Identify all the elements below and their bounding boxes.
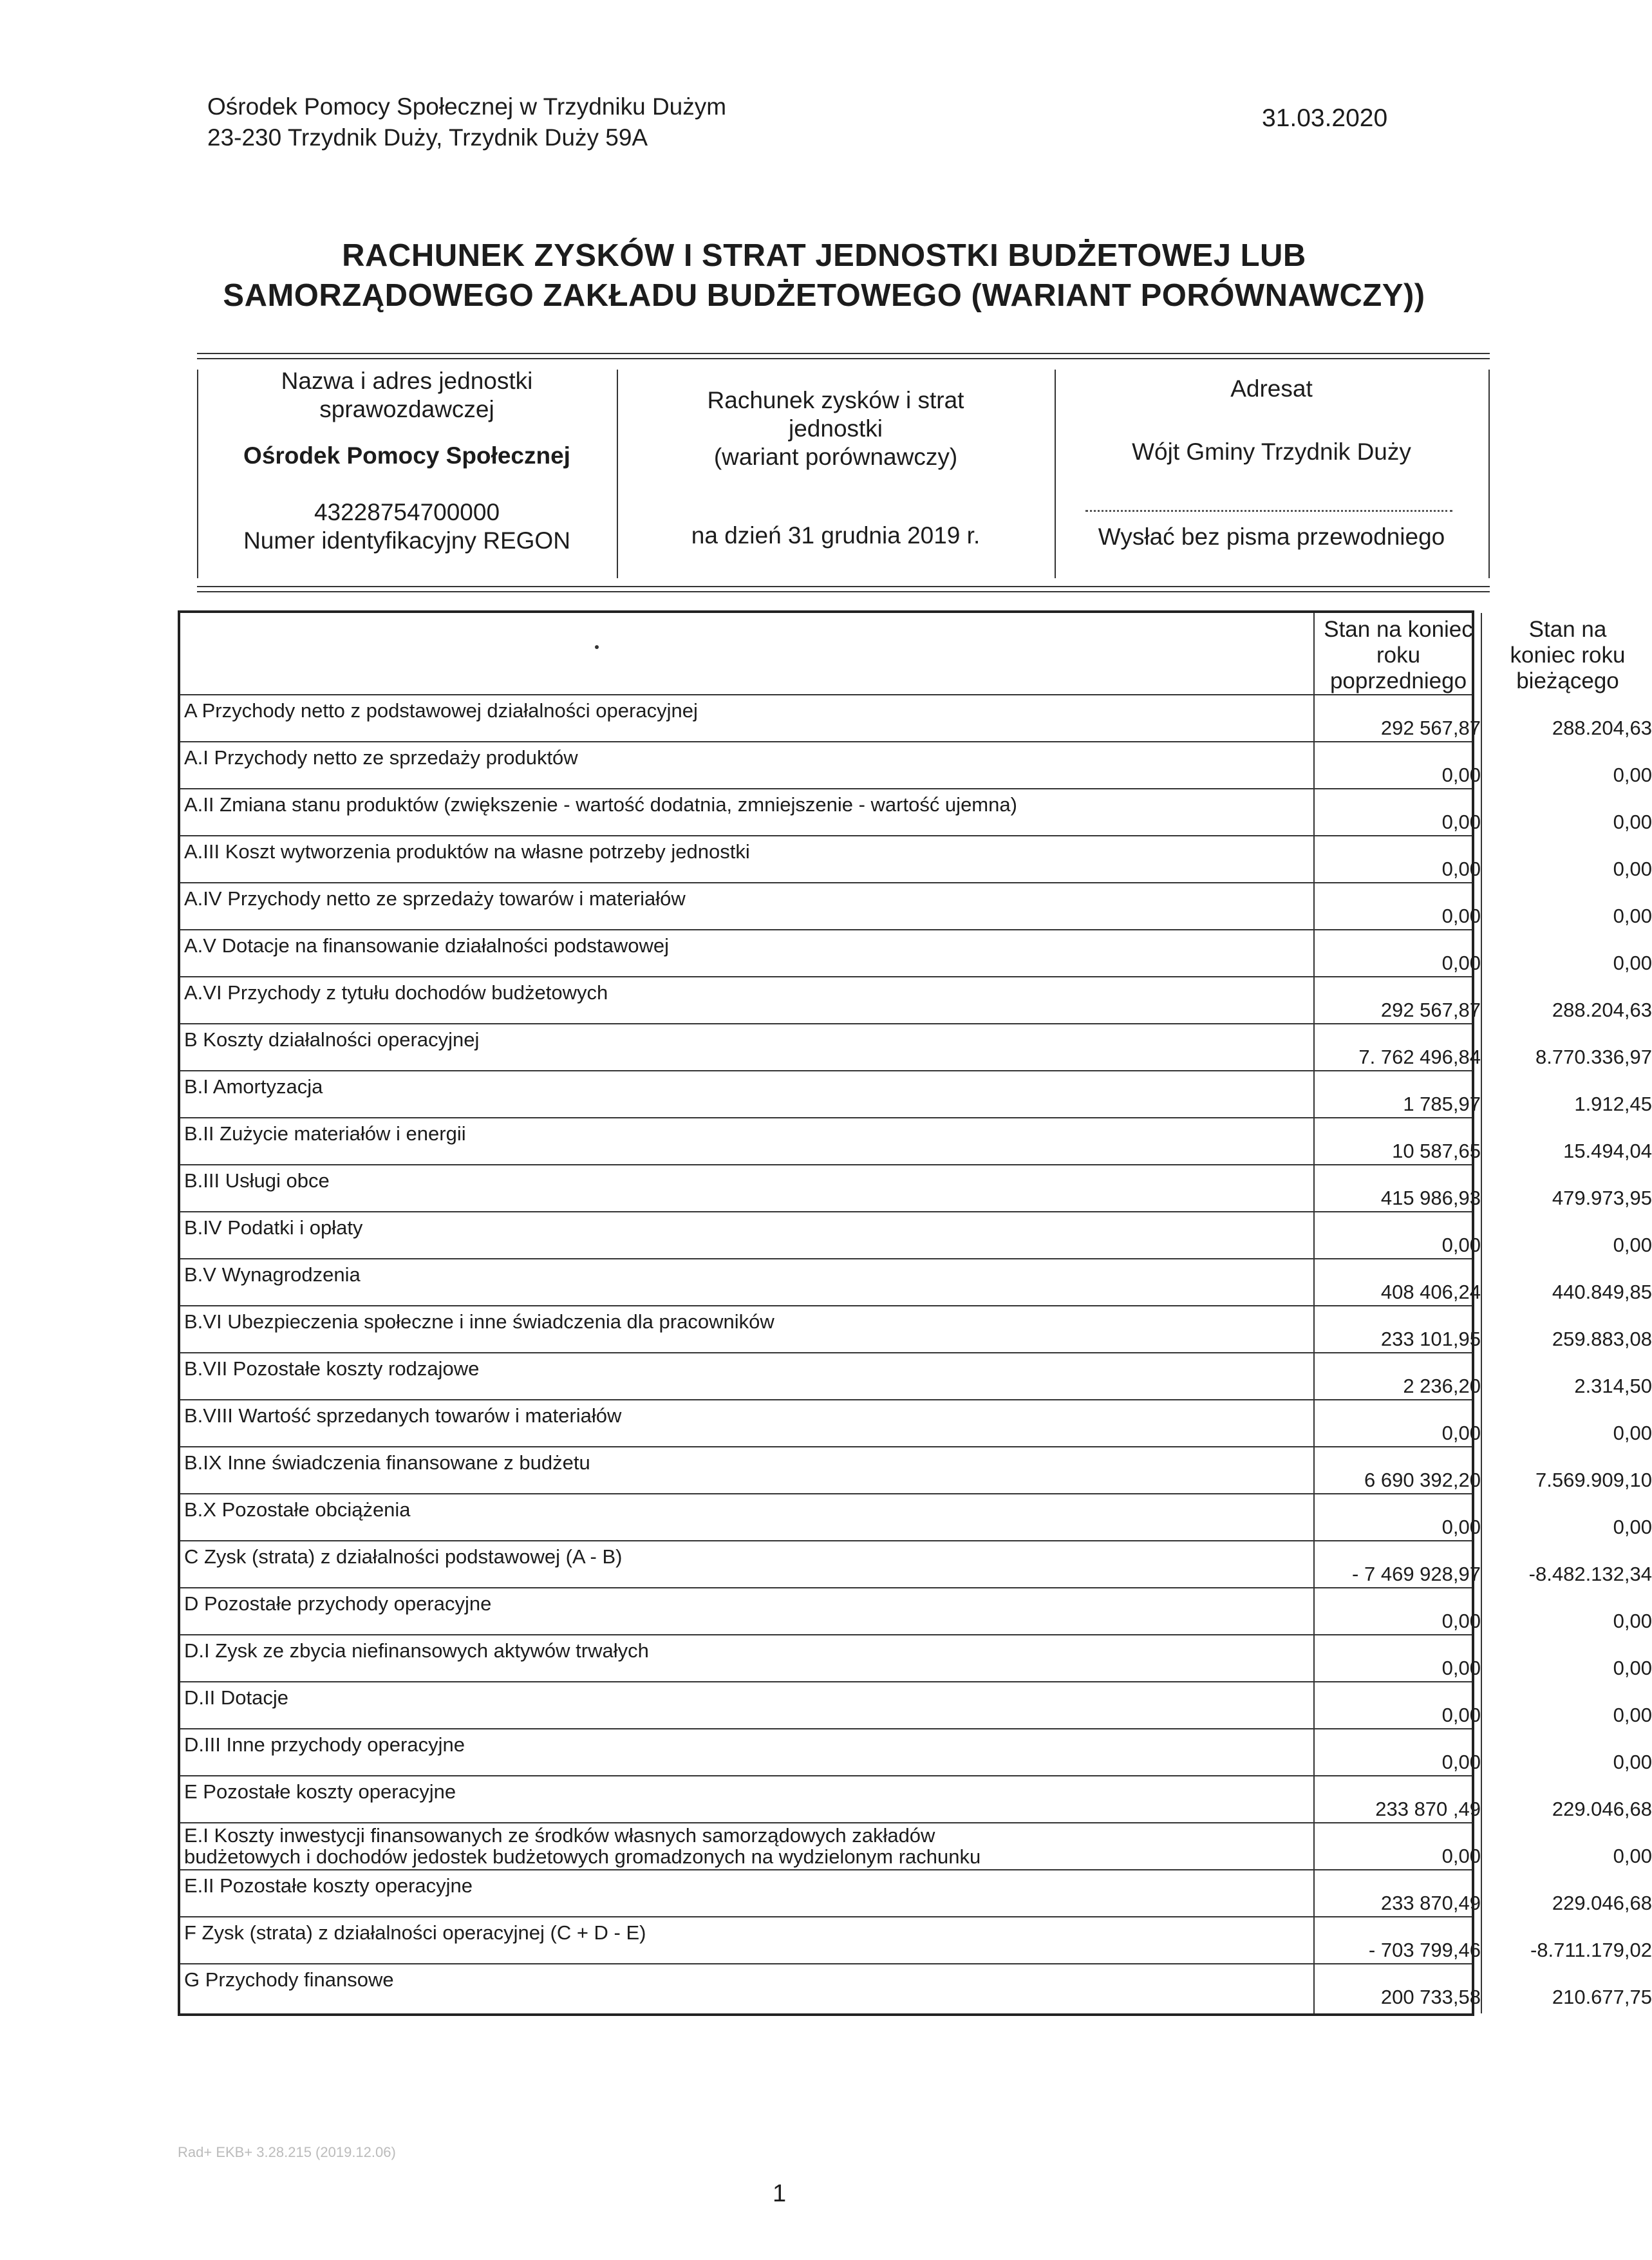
report-type-cell [617, 386, 1055, 550]
row-label-text: B.X Pozostałe obciążenia [184, 1498, 411, 1521]
value-current-year: 0,00 [1613, 905, 1652, 927]
table-row [180, 742, 1652, 789]
header-text: roku [1376, 643, 1421, 668]
row-label [184, 1545, 1304, 1568]
row-label [184, 1451, 1304, 1474]
table-row [180, 1917, 1652, 1964]
header-text: poprzedniego [1329, 668, 1467, 693]
row-label-text: A.II Zmiana stanu produktów (zwiększenie - wartość dodatnia, zmniejszenie - wartość ujemna) [184, 793, 1017, 816]
row-label [184, 1075, 1304, 1098]
row-label [184, 1780, 1304, 1803]
table-row [180, 1964, 1652, 2011]
row-label-text: B Koszty działalności operacyjnej [184, 1028, 480, 1051]
column-divider [1481, 613, 1482, 2013]
report-header-box [197, 353, 1490, 592]
value-previous-year: 292 567,87 [1380, 717, 1481, 739]
value-previous-year: 0,00 [1441, 1751, 1481, 1773]
row-label-text: D.III Inne przychody operacyjne [184, 1733, 465, 1756]
value-current-year: 0,00 [1613, 1610, 1652, 1632]
row-label-text: D.I Zysk ze zbycia niefinansowych aktywów trwałych [184, 1639, 649, 1662]
divider [197, 586, 1490, 587]
value-previous-year: 0,00 [1441, 1657, 1481, 1679]
value-previous-year: 0,00 [1441, 764, 1481, 786]
unit-caption: sprawozdawczej [319, 396, 494, 422]
header-text: bieżącego [1516, 668, 1619, 693]
table-row [180, 1353, 1652, 1400]
header-text: koniec roku [1510, 643, 1626, 668]
table-row [180, 836, 1652, 883]
value-current-year: 259.883,08 [1552, 1328, 1652, 1350]
table-row [180, 1729, 1652, 1776]
value-previous-year: 200 733,58 [1380, 1986, 1481, 2008]
divider [197, 353, 1490, 354]
row-label [184, 840, 1304, 863]
divider [197, 591, 1490, 592]
title-line-1: RACHUNEK ZYSKÓW I STRAT JEDNOSTKI BUDŻETOWEJ LUB [342, 238, 1306, 273]
table-row [180, 695, 1652, 742]
row-label-text: G Przychody finansowe [184, 1968, 394, 1991]
divider [1488, 370, 1490, 578]
row-label [184, 746, 1304, 769]
row-label-text: A.IV Przychody netto ze sprzedaży towarów i materiałów [184, 887, 686, 910]
row-label-text: F Zysk (strata) z działalności operacyjnej (C + D - E) [184, 1921, 646, 1944]
report-type-line: jednostki [788, 415, 883, 442]
table-row [180, 1447, 1652, 1494]
value-previous-year: 0,00 [1441, 952, 1481, 974]
recipient-name: Wójt Gminy Trzydnik Duży [1132, 438, 1411, 465]
value-current-year: 0,00 [1613, 952, 1652, 974]
value-current-year: 1.912,45 [1574, 1093, 1652, 1115]
value-current-year: 0,00 [1613, 858, 1652, 880]
row-label-text: B.IV Podatki i opłaty [184, 1216, 363, 1239]
value-current-year: 0,00 [1613, 764, 1652, 786]
row-label-text: B.IX Inne świadczenia finansowane z budżetu [184, 1451, 590, 1474]
table-row [180, 1823, 1652, 1870]
value-previous-year: - 703 799,46 [1368, 1939, 1481, 1961]
row-label [184, 1921, 1304, 1945]
page-number: 1 [773, 2180, 787, 2207]
row-label-text: B.VIII Wartość sprzedanych towarów i materiałów [184, 1404, 622, 1427]
row-label-text: B.V Wynagrodzenia [184, 1263, 361, 1286]
value-previous-year: 10 587,65 [1392, 1140, 1481, 1162]
value-current-year: 15.494,04 [1563, 1140, 1652, 1162]
value-current-year: -8.482.132,34 [1528, 1563, 1652, 1585]
value-previous-year: 6 690 392,20 [1364, 1469, 1481, 1491]
value-current-year: 440.849,85 [1552, 1281, 1652, 1303]
report-type-line: (wariant porównawczy) [713, 444, 958, 470]
row-label [184, 1733, 1304, 1756]
row-label-text: budżetowych i dochodów jedostek budżetowych gromadzonych na wydzielonym rachunku [184, 1845, 981, 1868]
value-previous-year: 7. 762 496,84 [1358, 1046, 1481, 1068]
value-current-year: 0,00 [1613, 1422, 1652, 1444]
row-label [184, 1404, 1304, 1427]
value-previous-year: 233 870 ,49 [1375, 1798, 1481, 1820]
value-current-year: 8.770.336,97 [1535, 1046, 1652, 1068]
title-line-2: SAMORZĄDOWEGO ZAKŁADU BUDŻETOWEGO (WARIANT PORÓWNAWCZY)) [223, 278, 1425, 313]
organization-block [207, 91, 726, 153]
table-row [180, 1259, 1652, 1306]
send-note: Wysłać bez pisma przewodniego [1098, 523, 1445, 550]
value-previous-year: 292 567,87 [1380, 999, 1481, 1021]
row-label-text: B.II Zużycie materiałów i energii [184, 1122, 466, 1145]
value-previous-year: 2 236,20 [1403, 1375, 1481, 1397]
row-label [184, 1498, 1304, 1521]
value-previous-year: 0,00 [1441, 858, 1481, 880]
row-label [184, 934, 1304, 957]
recipient-heading: Adresat [1230, 375, 1313, 402]
value-current-year: 2.314,50 [1574, 1375, 1652, 1397]
value-current-year: 0,00 [1613, 1516, 1652, 1538]
row-label-text: C Zysk (strata) z działalności podstawowej (A - B) [184, 1545, 623, 1568]
row-label [184, 1122, 1304, 1145]
value-previous-year: 0,00 [1441, 1610, 1481, 1632]
table-row [180, 1400, 1652, 1447]
value-previous-year: 233 101,95 [1380, 1328, 1481, 1350]
row-label-text: A Przychody netto z podstawowej działalności operacyjnej [184, 699, 698, 722]
unit-caption: Nazwa i adres jednostki [281, 368, 533, 394]
row-label [184, 1357, 1304, 1380]
value-previous-year: 0,00 [1441, 1845, 1481, 1867]
value-previous-year: 415 986,93 [1380, 1187, 1481, 1209]
value-previous-year: 408 406,24 [1380, 1281, 1481, 1303]
value-current-year: 288.204,63 [1552, 717, 1652, 739]
row-label-text: A.V Dotacje na finansowanie działalności podstawowej [184, 934, 670, 957]
table-row [180, 1165, 1652, 1212]
table-row [180, 1024, 1652, 1071]
table-row [180, 789, 1652, 836]
value-previous-year: 0,00 [1441, 1422, 1481, 1444]
value-previous-year: 0,00 [1441, 1234, 1481, 1256]
regon-label: Numer identyfikacyjny REGON [243, 527, 570, 554]
divider [197, 358, 1490, 359]
value-current-year: 229.046,68 [1552, 1798, 1652, 1820]
value-current-year: 0,00 [1613, 811, 1652, 833]
value-previous-year: 0,00 [1441, 905, 1481, 927]
value-current-year: -8.711.179,02 [1530, 1939, 1652, 1961]
value-previous-year: 1 785,97 [1403, 1093, 1481, 1115]
row-label-text: B.I Amortyzacja [184, 1075, 323, 1098]
unit-name: Ośrodek Pomocy Społecznej [243, 442, 570, 469]
value-previous-year: 0,00 [1441, 811, 1481, 833]
stray-mark [595, 645, 599, 649]
table-row [180, 930, 1652, 977]
income-statement-table [178, 610, 1652, 2016]
table-row [180, 1682, 1652, 1729]
value-previous-year: 233 870,49 [1380, 1892, 1481, 1914]
row-label-text: E.II Pozostałe koszty operacyjne [184, 1874, 473, 1897]
table-row [180, 1118, 1652, 1165]
table-row [180, 1870, 1652, 1917]
row-label [184, 1592, 1304, 1615]
report-as-of-date: na dzień 31 grudnia 2019 r. [691, 522, 981, 549]
row-label-text: B.VI Ubezpieczenia społeczne i inne świadczenia dla pracowników [184, 1310, 774, 1333]
value-current-year: 0,00 [1613, 1751, 1652, 1773]
row-label-text: A.VI Przychody z tytułu dochodów budżetowych [184, 981, 608, 1004]
row-label [184, 1874, 1304, 1897]
row-label-text: D.II Dotacje [184, 1686, 288, 1709]
reporting-unit-cell [197, 367, 617, 555]
table-row [180, 1071, 1652, 1118]
row-label-text: B.III Usługi obce [184, 1169, 330, 1192]
table-row [180, 977, 1652, 1024]
value-current-year: 7.569.909,10 [1535, 1469, 1652, 1491]
table-row [180, 883, 1652, 930]
value-current-year: 210.677,75 [1552, 1986, 1652, 2008]
row-label [184, 1263, 1304, 1286]
document-title [167, 236, 1481, 315]
value-current-year: 288.204,63 [1552, 999, 1652, 1021]
row-label-text: E.I Koszty inwestycji finansowanych ze środków własnych samorządowych zakładów [184, 1824, 935, 1847]
table-row [180, 1635, 1652, 1682]
header-text: Stan na koniec [1324, 617, 1473, 642]
table-header-row [180, 613, 1626, 695]
table-row [180, 1541, 1652, 1588]
row-label [184, 699, 1304, 722]
row-label [184, 1968, 1304, 1992]
value-current-year: 479.973,95 [1552, 1187, 1652, 1209]
row-label [184, 1310, 1304, 1333]
row-label-text: B.VII Pozostałe koszty rodzajowe [184, 1357, 480, 1380]
column-header-previous-year [1316, 617, 1481, 694]
column-header-current-year [1483, 617, 1652, 694]
value-current-year: 0,00 [1613, 1845, 1652, 1867]
table-row [180, 1588, 1652, 1635]
row-label [184, 1686, 1304, 1709]
row-label [184, 981, 1304, 1004]
table-row [180, 1494, 1652, 1541]
row-label-text: A.I Przychody netto ze sprzedaży produktów [184, 746, 578, 769]
table-row [180, 1776, 1652, 1823]
software-note: Rad+ EKB+ 3.28.215 (2019.12.06) [178, 2144, 396, 2160]
dotted-line [1085, 510, 1452, 512]
recipient-cell [1055, 375, 1488, 466]
report-type-line: Rachunek zysków i strat [707, 387, 964, 413]
row-label-text: D Pozostałe przychody operacyjne [184, 1592, 492, 1615]
organization-name: Ośrodek Pomocy Społecznej w Trzydniku Dużym [207, 93, 727, 120]
organization-address: 23-230 Trzydnik Duży, Trzydnik Duży 59A [207, 124, 648, 151]
row-label [184, 887, 1304, 910]
row-label [184, 1639, 1304, 1662]
regon-number: 43228754700000 [314, 499, 500, 525]
row-label-text: E Pozostałe koszty operacyjne [184, 1780, 456, 1803]
value-previous-year: 0,00 [1441, 1516, 1481, 1538]
row-label [184, 793, 1304, 816]
value-current-year: 0,00 [1613, 1657, 1652, 1679]
table-row [180, 1212, 1652, 1259]
value-current-year: 229.046,68 [1552, 1892, 1652, 1914]
value-previous-year: - 7 469 928,97 [1352, 1563, 1481, 1585]
row-label [184, 1825, 1304, 1867]
value-previous-year: 0,00 [1441, 1704, 1481, 1726]
table-row [180, 1306, 1652, 1353]
row-label-text: A.III Koszt wytworzenia produktów na własne potrzeby jednostki [184, 840, 750, 863]
value-current-year: 0,00 [1613, 1234, 1652, 1256]
row-label [184, 1028, 1304, 1051]
row-label [184, 1216, 1304, 1239]
value-current-year: 0,00 [1613, 1704, 1652, 1726]
document-date: 31.03.2020 [1262, 104, 1388, 132]
header-text: Stan na [1528, 617, 1607, 642]
row-label [184, 1169, 1304, 1192]
